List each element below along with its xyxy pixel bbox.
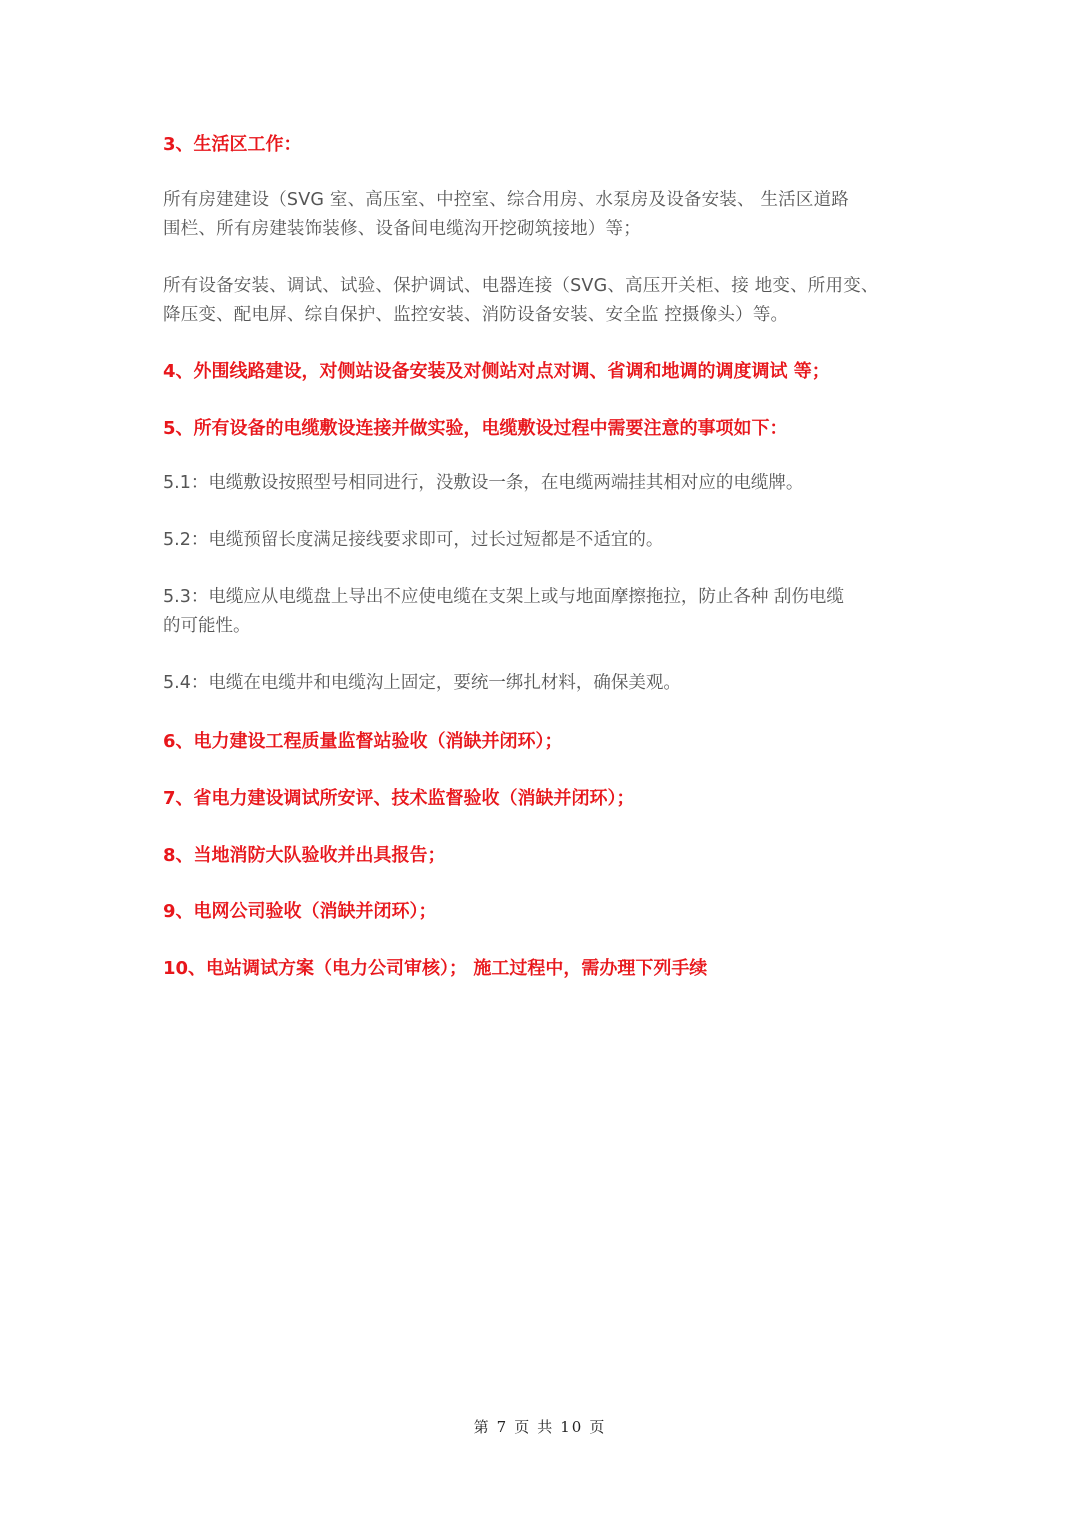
footer-suffix: 页 [589, 1418, 607, 1436]
item-5-4 [163, 669, 681, 698]
item-5-3 [163, 583, 844, 612]
footer-prefix: 第 [473, 1418, 491, 1436]
section-7-heading: 7、省电力建设调试所安评、技术监督验收（消缺并闭环）； [163, 788, 635, 809]
page-number-footer [0, 1416, 1080, 1437]
section-9-heading: 9、电网公司验收（消缺并闭环）； [163, 901, 437, 922]
item-5-1-text: 电缆敷设按照型号相同进行，没敷设一条，在电缆两端挂其相对应的电缆牌。 [208, 473, 804, 493]
section-3-paragraph-2-line-2: 降压变、配电屏、综自保护、监控安装、消防设备安装、安全监 控摄像头）等。 [163, 305, 789, 325]
item-5-4-label: 5.4： [163, 673, 209, 693]
item-5-2-text: 电缆预留长度满足接线要求即可，过长过短都是不适宜的。 [208, 530, 664, 550]
footer-current-page: 7 [496, 1418, 509, 1436]
section-4-heading: 4、外围线路建设，对侧站设备安装及对侧站对点对调、省调和地调的调度调试 等； [163, 361, 830, 382]
section-3-paragraph-2-line-1: 所有设备安装、调试、试验、保护调试、电器连接（SVG、高压开关柜、接 地变、所用变、 [163, 276, 879, 296]
item-5-3-text: 电缆应从电缆盘上导出不应使电缆在支架上或与地面摩擦拖拉，防止各种 刮伤电缆 [208, 587, 844, 607]
item-5-1 [163, 469, 803, 498]
item-5-2-label: 5.2： [163, 530, 209, 550]
item-5-3-continuation: 的可能性。 [163, 616, 251, 636]
item-5-3-label: 5.3： [163, 587, 209, 607]
section-6-heading: 6、电力建设工程质量监督站验收（消缺并闭环）； [163, 731, 563, 752]
section-3-heading: 3、生活区工作： [163, 134, 302, 155]
item-5-1-label: 5.1： [163, 473, 209, 493]
footer-page-word: 页 [514, 1418, 532, 1436]
footer-total-pages: 10 [560, 1418, 584, 1436]
footer-total-word: 共 [537, 1418, 555, 1436]
section-3-paragraph-1-line-2: 围栏、所有房建装饰装修、设备间电缆沟开挖砌筑接地）等； [163, 219, 641, 239]
section-3-paragraph-1-line-1: 所有房建建设（SVG 室、高压室、中控室、综合用房、水泵房及设备安装、 生活区道路 [163, 190, 849, 210]
item-5-4-text: 电缆在电缆井和电缆沟上固定，要统一绑扎材料，确保美观。 [208, 673, 681, 693]
section-10-heading: 10、电站调试方案（电力公司审核）； 施工过程中，需办理下列手续 [163, 958, 708, 979]
item-5-2 [163, 526, 663, 555]
section-5-heading: 5、所有设备的电缆敷设连接并做实验，电缆敷设过程中需要注意的事项如下： [163, 418, 788, 439]
section-8-heading: 8、当地消防大队验收并出具报告； [163, 845, 446, 866]
